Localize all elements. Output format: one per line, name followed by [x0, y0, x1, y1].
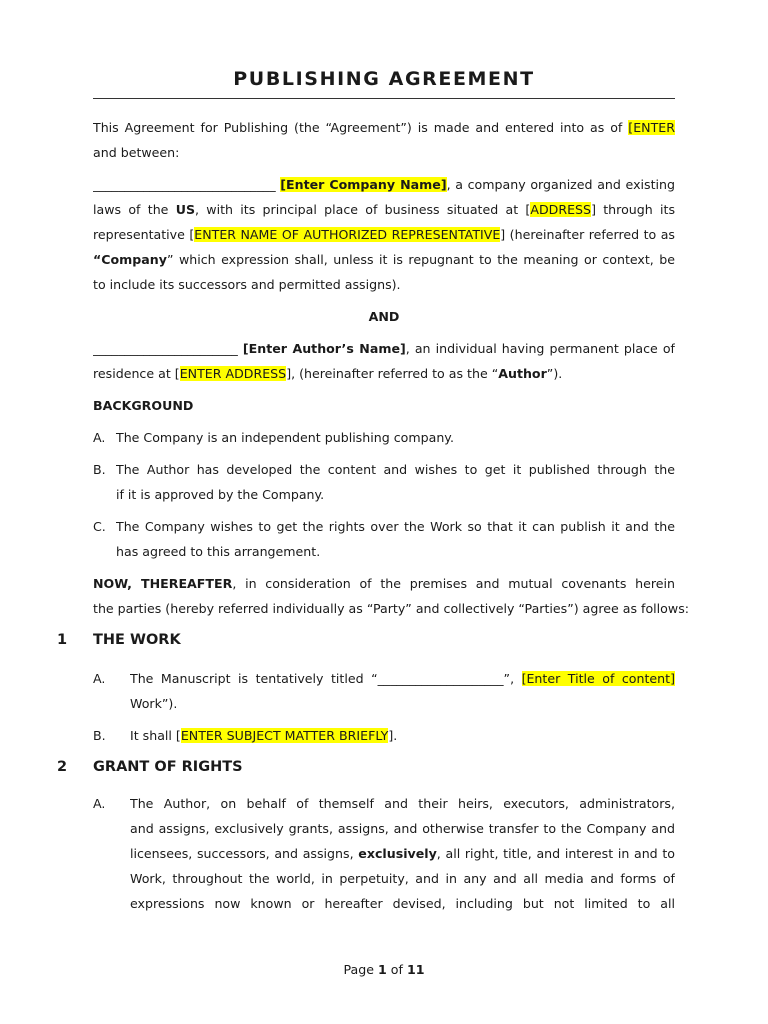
company-text: representative [ — [93, 227, 195, 242]
author-text: , an individual having permanent place of — [405, 341, 675, 356]
document-title: PUBLISHING AGREEMENT — [93, 68, 675, 99]
now-text: , in consideration of the premises and mutual covenants herein — [232, 576, 675, 591]
country-text: US — [175, 202, 196, 217]
total-pages: 11 — [406, 962, 425, 977]
intro-text: This Agreement for Publishing (the “Agreement”) is made and entered into as of — [93, 120, 629, 135]
section-2-number: 2 — [57, 759, 68, 775]
section-1-title: THE WORK — [93, 632, 181, 648]
author-paragraph — [93, 336, 675, 386]
representative-placeholder[interactable]: ENTER NAME OF AUTHORIZED REPRESENTATIVE — [194, 227, 501, 242]
company-text: , with its principal place of business situated at [ — [195, 202, 531, 217]
intro-text: and between: — [93, 145, 180, 160]
company-paragraph — [93, 172, 675, 297]
section-2-text: The Author, on behalf of themself and their heirs, executors, administrators, — [130, 796, 675, 811]
author-blank: _______________________ — [93, 341, 238, 356]
section-1-text: The Manuscript is tentatively titled “____________________”, — [130, 671, 522, 686]
date-placeholder[interactable]: [ENTER — [93, 120, 675, 140]
company-blank: _____________________________ — [93, 177, 276, 192]
title-placeholder[interactable]: [Enter Title of content] — [521, 671, 675, 686]
footer-page-word: Page — [343, 962, 379, 977]
section-1-b-letter: B. — [93, 728, 106, 743]
subject-matter-placeholder[interactable]: ENTER SUBJECT MATTER BRIEFLY — [180, 728, 389, 743]
author-defined-term: Author — [498, 366, 547, 381]
intro-paragraph — [93, 115, 675, 165]
address-placeholder[interactable]: ADDRESS — [530, 202, 592, 217]
company-text: ” which expression shall, unless it is repugnant to the meaning or context, be — [166, 252, 675, 267]
now-thereafter-paragraph — [93, 571, 689, 621]
page-footer — [0, 962, 768, 977]
current-page-number: 1 — [378, 962, 387, 977]
section-1-item-b — [130, 723, 675, 748]
section-2-a-letter: A. — [93, 796, 106, 811]
section-2-title: GRANT OF RIGHTS — [93, 759, 243, 775]
footer-of-word: of — [386, 962, 407, 977]
section-1-number: 1 — [57, 632, 68, 648]
background-item-b — [116, 457, 675, 507]
section-2-text: expressions now known or hereafter devised, including but not limited to all — [130, 896, 675, 911]
list-item-text: The Company is an independent publishing company. — [116, 430, 454, 445]
section-1-text: It shall [ — [130, 728, 181, 743]
section-2-text: , all right, title, and interest in and to — [436, 846, 675, 861]
section-2-text: and assigns, exclusively grants, assigns, and otherwise transfer to the Company and — [130, 821, 675, 836]
background-item-a — [116, 425, 675, 450]
list-item-text: has agreed to this arrangement. — [116, 544, 321, 559]
author-text: residence at [ — [93, 366, 180, 381]
background-heading-text: BACKGROUND — [93, 398, 194, 413]
now-thereafter-bold: NOW, THEREAFTER — [93, 576, 233, 591]
section-1-text: ]. — [388, 728, 398, 743]
and-label: AND — [368, 309, 400, 324]
author-text: ], (hereinafter referred to as the “ — [286, 366, 499, 381]
background-item-c-letter: C. — [93, 519, 106, 534]
section-2-item-a — [130, 791, 675, 916]
company-name-placeholder[interactable]: [Enter Company Name] — [280, 177, 447, 192]
section-2-text: licensees, successors, and assigns, — [130, 846, 359, 861]
background-item-a-letter: A. — [93, 430, 106, 445]
company-text: to include its successors and permitted assigns). — [93, 277, 401, 292]
author-name-placeholder[interactable]: [Enter Author’s Name] — [242, 341, 406, 356]
now-text: the parties (hereby referred individually as “Party” and collectively “Parties”) agree as follows: — [93, 601, 689, 616]
company-text: , a company organized and existing — [446, 177, 675, 192]
exclusively-bold: exclusively — [358, 846, 437, 861]
company-text: ] through its — [591, 202, 675, 217]
author-text: ”). — [546, 366, 563, 381]
background-item-c — [116, 514, 675, 564]
company-text: ] (hereinafter referred to as — [500, 227, 675, 242]
and-separator — [93, 304, 675, 329]
company-text: laws of the — [93, 202, 176, 217]
section-1-text: Work”). — [130, 696, 178, 711]
company-defined-term: “Company — [93, 252, 167, 267]
list-item-text: if it is approved by the Company. — [116, 487, 325, 502]
background-heading — [93, 393, 675, 418]
background-item-b-letter: B. — [93, 462, 106, 477]
author-address-placeholder[interactable]: ENTER ADDRESS — [179, 366, 287, 381]
section-1-item-a — [130, 666, 675, 716]
section-2-text: Work, throughout the world, in perpetuity, and in any and all media and forms of — [130, 871, 675, 886]
list-item-text: The Company wishes to get the rights over the Work so that it can publish it and the — [116, 519, 675, 534]
list-item-text: The Author has developed the content and wishes to get it published through the — [116, 462, 675, 477]
section-1-a-letter: A. — [93, 671, 106, 686]
